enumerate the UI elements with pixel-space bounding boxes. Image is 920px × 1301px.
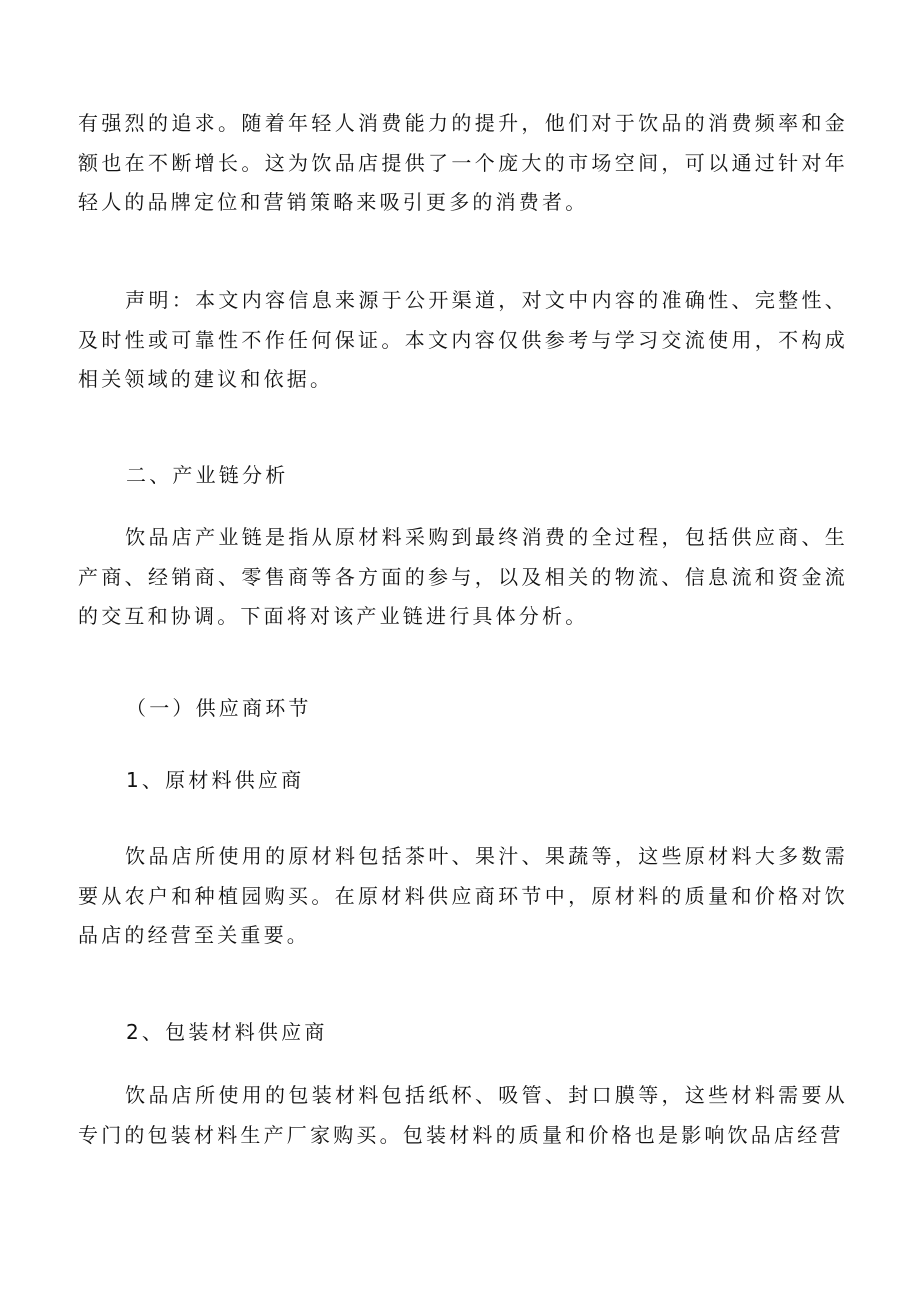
- paragraph-raw-materials: [78, 837, 848, 956]
- paragraph-chain-overview-text: 饮品店产业链是指从原材料采购到最终消费的全过程，包括供应商、生产商、经销商、零售商等各方面的参与，以及相关的物流、信息流和资金流的交互和协调。下面将对该产业链进行具体分析。: [78, 525, 848, 628]
- paragraph-packaging-text: 饮品店所使用的包装材料包括纸杯、吸管、封口膜等，这些材料需要从专门的包装材料生产厂家购买。包装材料的质量和价格也是影响饮品店经营: [78, 1083, 848, 1147]
- paragraph-intro-tail: [78, 104, 848, 223]
- paragraph-raw-materials-text: 饮品店所使用的原材料包括茶叶、果汁、果蔬等，这些原材料大多数需要从农户和种植园购买。在原材料供应商环节中，原材料的质量和价格对饮品店的经营至关重要。: [78, 844, 848, 947]
- paragraph-disclaimer: [78, 281, 848, 400]
- section-heading-industry-chain: 二、产业链分析: [126, 463, 289, 487]
- subsection-heading-suppliers: （一）供应商环节: [126, 696, 312, 720]
- paragraph-packaging: [78, 1076, 848, 1155]
- item-heading-packaging-suppliers: 2、包装材料供应商: [126, 1020, 328, 1044]
- item-heading-raw-material-suppliers: 1、原材料供应商: [126, 768, 305, 792]
- paragraph-chain-overview: [78, 518, 848, 637]
- paragraph-disclaimer-text: 声明：本文内容信息来源于公开渠道，对文中内容的准确性、完整性、及时性或可靠性不作任何保证。本文内容仅供参考与学习交流使用，不构成相关领域的建议和依据。: [78, 288, 848, 391]
- paragraph-intro-tail-text: 有强烈的追求。随着年轻人消费能力的提升，他们对于饮品的消费频率和金额也在不断增长。这为饮品店提供了一个庞大的市场空间，可以通过针对年轻人的品牌定位和营销策略来吸引更多的消费者。: [78, 111, 848, 214]
